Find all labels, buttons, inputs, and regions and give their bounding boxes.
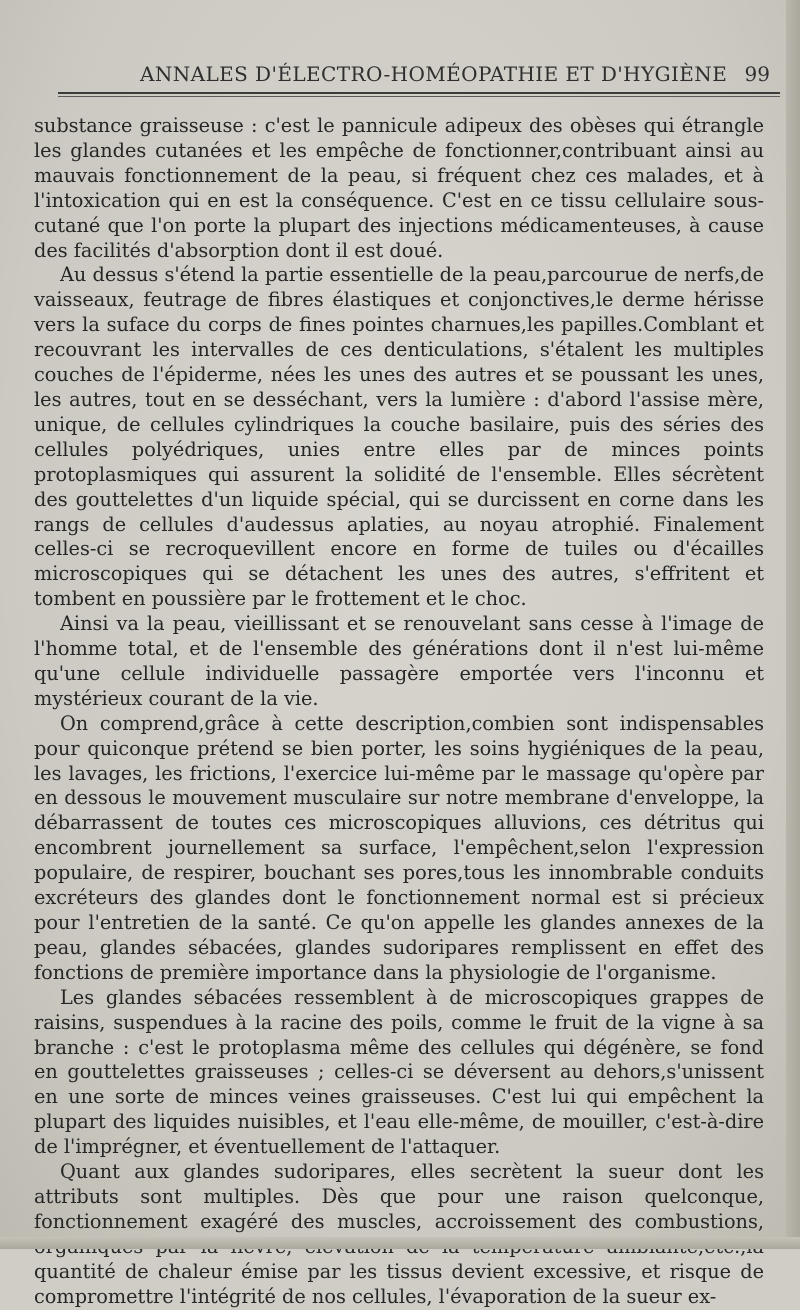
header-rule-thin <box>58 96 780 97</box>
header-rule <box>58 92 780 94</box>
paragraph: Ainsi va la peau, vieillissant et se renouvelant sans cesse à l'image de l'homme total, et de l'ensemble des générations dont il n'est lui-même qu'une cellule individuelle passagère emportée vers l'inconnu et mystérieux courant de la vie. <box>34 612 764 710</box>
running-header <box>40 56 780 96</box>
paragraph: Au dessus s'étend la partie essentielle de la peau,parcourue de nerfs,de vaisseaux, feutrage de fibres élastiques et conjonctives,le derme hérisse vers la suface du corps de fines pointes charnues,les papilles.Comblant et recouvrant les intervalles de ces denticulations, s'étalent les multiples couches de l'épiderme, nées les unes des autres et se poussant les unes, les autres, tout en se desséchant, vers la lumière : d'abord l'assise mère, unique, de cellules cylindriques la couche basilaire, puis des séries des cellules polyédriques, unies entre elles par de minces points protoplasmiques qui assurent la solidité de l'ensemble. Elles sécrètent des gouttelettes d'un liquide spécial, qui se durcissent en corne dans les rangs de cellules d'audessus aplaties, au noyau atrophié. Finalement celles-ci se recroquevillent encore en forme de tuiles ou d'écailles microscopiques qui se détachent les unes des autres, s'effritent et tombent en poussière par le frottement et le choc. <box>34 263 765 611</box>
journal-title: ANNALES D'ÉLECTRO-HOMÉOPATHIE ET D'HYGIÈNE <box>140 62 728 86</box>
page-number: 99 <box>744 62 770 86</box>
paragraph: Les glandes sébacées ressemblent à de microscopiques grappes de raisins, suspendues à la racine des poils, comme le fruit de la vigne à sa branche : c'est le protoplasma même des cellules qui dégénère, se fond en gouttelettes graisseuses ; celles-ci se déversent au dehors,s'unissent en une sorte de minces veines graisseuses. C'est lui qui empêchent la plupart des liquides nuisibles, et l'eau elle-même, de mouiller, c'est-à-dire de l'imprégner, et éventuellement de l'attaquer. <box>34 985 764 1159</box>
paragraph: On comprend,grâce à cette description,combien sont indispensables pour quiconque prétend se bien porter, les soins hygiéniques de la peau, les lavages, les frictions, l'exercice lui-même par le massage qu'opère par en dessous le mouvement musculaire sur notre membrane d'enveloppe, la débarrassent de toutes ces microscopiques alluvions, ces détritus qui encombrent journellement sa surface, l'empêchent,selon l'expression populaire, de respirer, bouchant ses pores,tous les innombrable conduits excréteurs des glandes dont le fonctionnement normal est si précieux pour l'entretien de la santé. Ce qu'on appelle les glandes annexes de la peau, glandes sébacées, glandes sudoripares remplissent en effet des fonctions de première importance dans la physiologie de l'organisme. <box>34 711 764 984</box>
page-bottom-edge <box>0 1237 800 1249</box>
paragraph: Quant aux glandes sudoripares, elles secrètent la sueur dont les attributs sont multiples. Dès que pour une raison quelconque, fonctionnement exagéré des muscles, accroissement des combustions, quantité de chaleur émise par les tissus devient excessive, et risque de compromettre l'intégrité de nos cellules, l'évaporation de la sueur ex- <box>34 1160 764 1308</box>
page-edge <box>786 0 800 1249</box>
paragraph: substance graisseuse : c'est le pannicule adipeux des obèses qui étrangle les glandes cutanées et les empêche de fonctionner,contribuant ainsi au mauvais fonctionnement de la peau, si fréquent chez ces malades, et à l'intoxication qui en est la conséquence. C'est en ce tissu cellulaire sous-cutané que l'on porte la plupart des injections médicamenteuses, à cause des facilités d'absorption dont il est doué. <box>34 114 764 262</box>
body-text <box>34 114 764 1310</box>
